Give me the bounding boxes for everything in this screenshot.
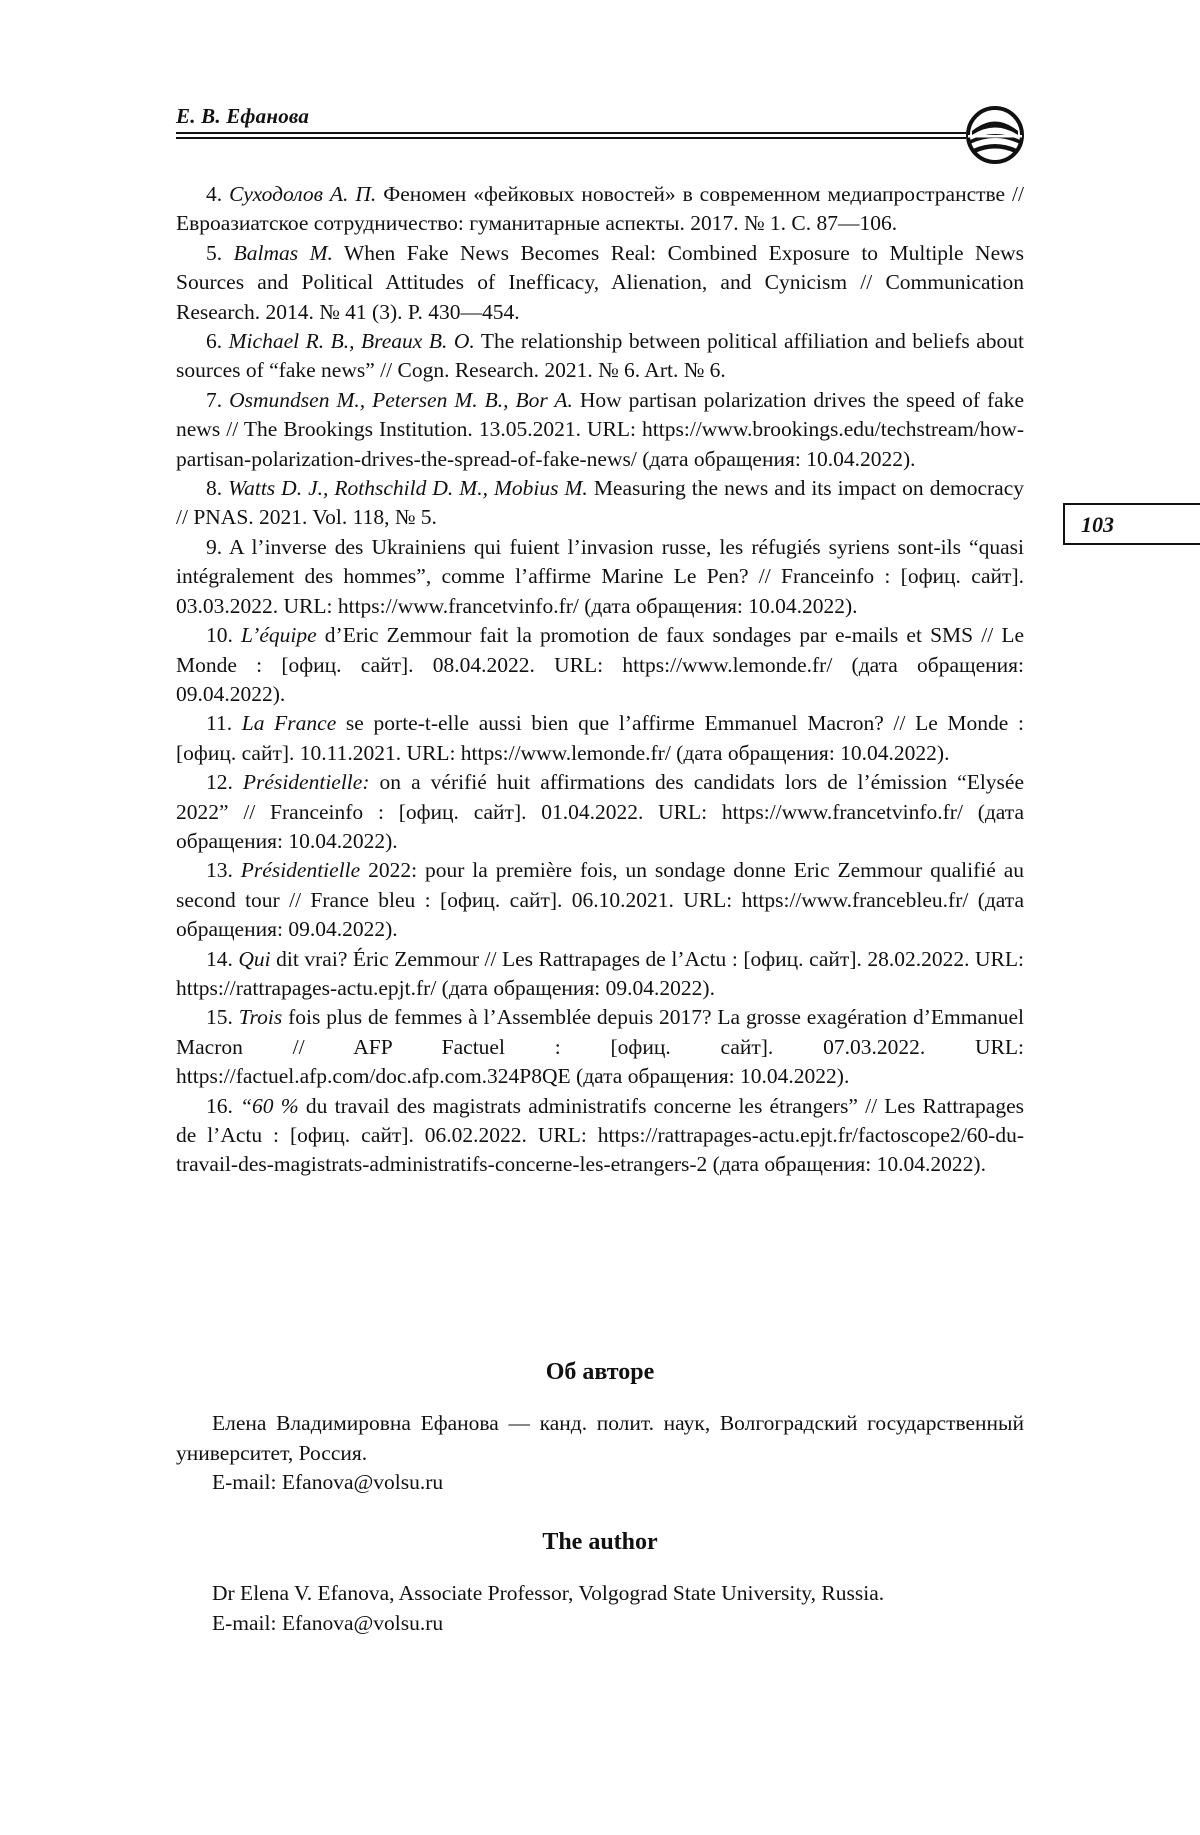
reference-number: 11. <box>206 711 233 736</box>
reference-list <box>176 180 1024 1180</box>
reference-item <box>176 856 1024 944</box>
page-number: 103 <box>1081 512 1114 537</box>
reference-number: 16. <box>206 1093 233 1118</box>
reference-text: How partisan polarization drives the speed of fake news // The Brookings Institution. 13.05.2021. URL: https://www.brookings.edu/techstream/how-partisan-polarization-drives-the-spread-of-fake-news/ (дата обращения: 10.04.2022). <box>176 387 1025 471</box>
reference-italic: Суходолов А. П. <box>229 182 377 206</box>
reference-item <box>176 327 1024 386</box>
reference-number: 12. <box>206 770 233 795</box>
reference-italic: Trois <box>238 1005 283 1030</box>
journal-logo-icon <box>964 104 1026 166</box>
reference-italic: Watts D. J., Rothschild D. M., Mobius M. <box>228 476 588 501</box>
author-bio-en: Dr Elena V. Efanova, Associate Professor, Volgograd State University, Russia. <box>212 1581 885 1606</box>
reference-number: 8. <box>206 476 223 501</box>
reference-text: dit vrai? Éric Zemmour // Les Rattrapages de l’Actu : [офиц. сайт]. 28.02.2022. URL: https://rattrapages-actu.epjt.fr/ (дата обращения: 09.04.2022). <box>176 946 1024 1000</box>
author-bio-ru: Елена Владимировна Ефанова — канд. полит. наук, Волгоградский государственный университет, Россия. <box>176 1411 1024 1465</box>
reference-italic: Présidentielle: <box>242 770 370 795</box>
reference-italic: L’équipe <box>241 623 317 648</box>
reference-text: on a vérifié huit affirmations des candidats lors de l’émission “Elysée 2022” // Franceinfo : [офиц. сайт]. 01.04.2022. URL: https://www.francetvinfo.fr/ (дата обращения: 10.04.2022). <box>176 770 1025 853</box>
reference-number: 13. <box>206 858 233 883</box>
reference-italic: Michael R. B., Breaux B. O. <box>228 329 475 354</box>
reference-text: d’Eric Zemmour fait la promotion de faux sondages par e-mails et SMS // Le Monde : [офиц. сайт]. 08.04.2022. URL: https://www.lemonde.fr/ (дата обращения: 09.04.2022). <box>176 623 1025 706</box>
reference-item <box>176 474 1024 533</box>
reference-item <box>176 533 1024 621</box>
reference-number: 10. <box>206 623 233 648</box>
reference-number: 4. <box>206 182 223 206</box>
reference-item <box>176 239 1024 327</box>
reference-italic: “60 % <box>240 1093 299 1118</box>
reference-text: Measuring the news and its impact on democracy // PNAS. 2021. Vol. 118, № 5. <box>176 476 1025 530</box>
reference-item <box>176 386 1024 474</box>
reference-number: 6. <box>206 329 223 354</box>
reference-text: When Fake News Becomes Real: Combined Exposure to Multiple News Sources and Political Attitudes of Inefficacy, Alienation, and Cynicism // Communication Research. 2014. № 41 (3). P. 430—454. <box>176 240 1025 324</box>
author-email-ru: E-mail: Efanova@volsu.ru <box>212 1470 444 1495</box>
reference-italic: Présidentielle <box>240 858 361 883</box>
reference-text: 2022: pour la première fois, un sondage donne Eric Zemmour qualifié au second tour // France bleu : [офиц. сайт]. 06.10.2021. URL: https://www.francebleu.fr/ (дата обращения: 09.04.2022). <box>176 858 1024 942</box>
reference-number: 9. <box>206 534 223 559</box>
about-author-ru <box>176 1358 1024 1498</box>
reference-item <box>176 180 1024 239</box>
header-rule-top <box>176 132 966 134</box>
page-number-box <box>1063 503 1200 545</box>
about-heading-ru: Об авторе <box>545 1359 655 1385</box>
reference-item <box>176 709 1024 768</box>
reference-item <box>176 1003 1024 1091</box>
author-email-en: E-mail: Efanova@volsu.ru <box>212 1610 444 1635</box>
reference-item <box>176 1092 1024 1180</box>
running-head-author: Е. В. Ефанова <box>176 104 310 128</box>
header-rule-bottom <box>176 137 966 139</box>
reference-item <box>176 768 1024 856</box>
reference-number: 5. <box>206 240 223 265</box>
reference-item <box>176 945 1024 1004</box>
about-heading-en: The author <box>542 1529 658 1555</box>
about-author-en <box>176 1528 1024 1638</box>
reference-text: du travail des magistrats administratifs concerne les étrangers” // Les Rattrapages de l’Actu : [офиц. сайт]. 06.02.2022. URL: https://rattrapages-actu.epjt.fr/factoscope2/60-du-travail-des-magistrats-administratifs-concerne-les-etrangers-2 (дата обращения: 10.04.2022). <box>176 1093 1024 1177</box>
reference-italic: Balmas M. <box>233 240 333 265</box>
reference-italic: Qui <box>238 946 271 971</box>
reference-text: Феномен «фейковых новостей» в современном медиапространстве // Евроазиатское сотрудничество: гуманитарные аспекты. 2017. № 1. С. 87—106. <box>176 182 1024 236</box>
reference-italic: La France <box>241 711 337 736</box>
reference-text: fois plus de femmes à l’Assemblée depuis 2017? La grosse exagération d’Emmanuel Macron // AFP Factuel : [офиц. сайт]. 07.03.2022. URL: https://factuel.afp.com/doc.afp.com.324P8QE (дата обращения: 10.04.2022). <box>176 1005 1025 1089</box>
reference-text: The relationship between political affiliation and beliefs about sources of “fake news” // Cogn. Research. 2021. № 6. Art. № 6. <box>176 329 1024 383</box>
reference-text: A l’inverse des Ukrainiens qui fuient l’invasion russe, les réfugiés syriens sont-ils “quasi intégralement des hommes”, comme l’affirme Marine Le Pen? // Franceinfo : [офиц. сайт]. 03.03.2022. URL: https://www.francetvinfo.fr/ (дата обращения: 10.04.2022). <box>176 534 1024 618</box>
reference-item <box>176 621 1024 709</box>
reference-number: 7. <box>206 387 223 412</box>
reference-number: 14. <box>206 946 233 971</box>
reference-number: 15. <box>206 1005 233 1030</box>
reference-text: se porte-t-elle aussi bien que l’affirme Emmanuel Macron? // Le Monde : [офиц. сайт]. 10.11.2021. URL: https://www.lemonde.fr/ (дата обращения: 10.04.2022). <box>176 711 1024 765</box>
reference-italic: Osmundsen M., Petersen M. B., Bor A. <box>229 387 573 412</box>
